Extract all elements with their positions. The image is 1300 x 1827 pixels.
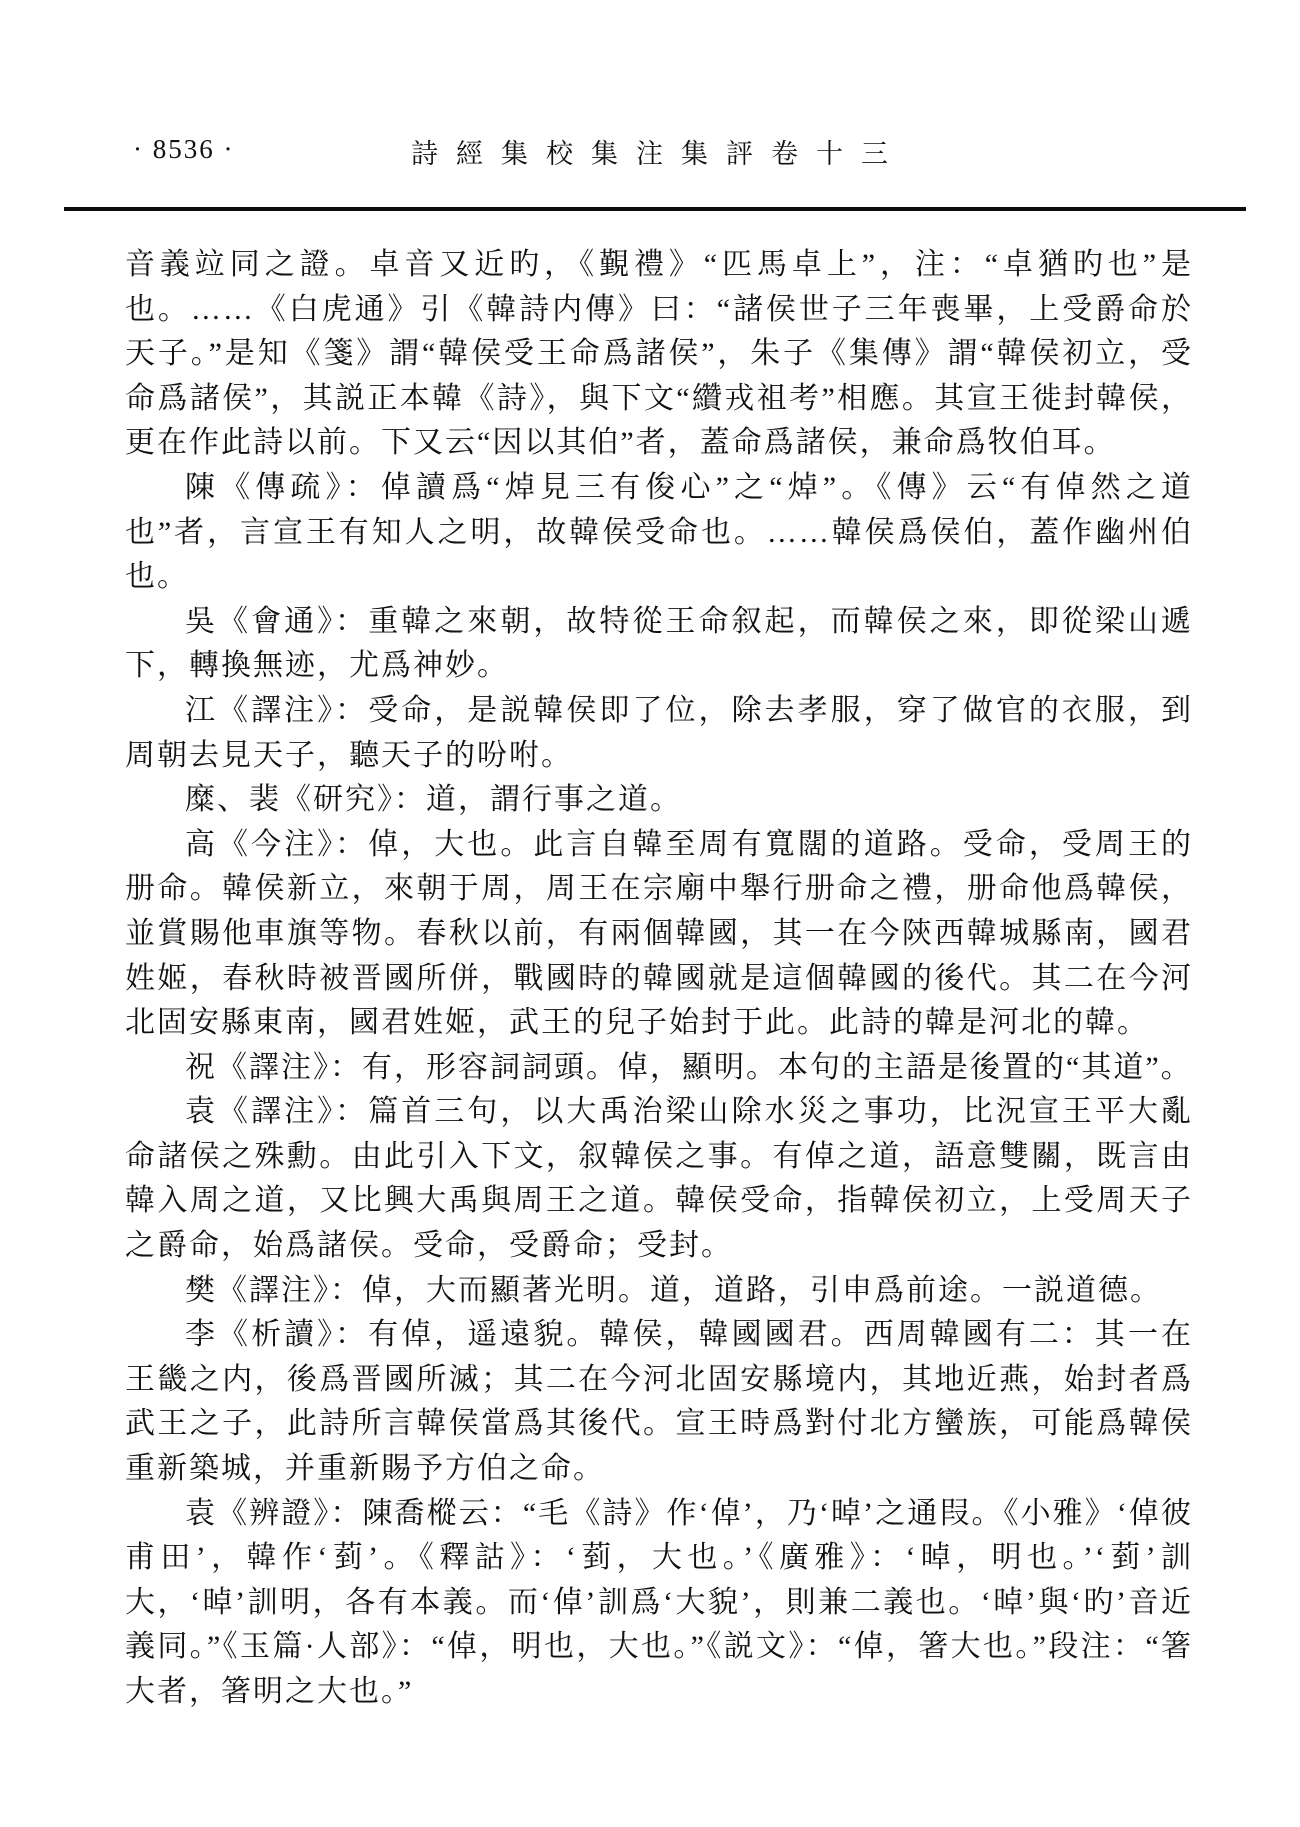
paragraph-li-xidu: 李《析讀》：有倬，遥遠貌。韓侯，韓國國君。西周韓國有二：其一在王畿之内，後爲晋國所滅；其二在今河北固安縣境内，其地近燕，始封者爲武王之子，此詩所言韓侯當爲其後代。宣王時爲對付北方蠻族，可能爲韓侯重新築城，并重新賜予方伯之命。 — [125, 1318, 1193, 1486]
paragraph-jiang-yizhu: 江《譯注》：受命，是説韓侯即了位，除去孝服，穿了做官的衣服，到周朝去見天子，聽天子的吩咐。 — [125, 693, 1193, 772]
paragraph-yuan-yizhu: 袁《譯注》：篇首三句，以大禹治梁山除水災之事功，比況宣王平大亂命諸侯之殊勳。由此引入下文，叙韓侯之事。有倬之道，語意雙關，既言由韓入周之道，又比興大禹與周王之道。韓侯受命，指韓侯初立，上受周天子之爵命，始爲諸侯。受命，受爵命；受封。 — [125, 1095, 1193, 1263]
body-text — [125, 243, 1193, 1715]
paragraph-mi-pei-yanjiu: 糜、裴《研究》：道，謂行事之道。 — [185, 783, 682, 817]
paragraph-gao-jinzhu: 高《今注》：倬，大也。此言自韓至周有寬闊的道路。受命，受周王的册命。韓侯新立，來朝于周，周王在宗廟中舉行册命之禮，册命他爲韓侯，並賞賜他車旗等物。春秋以前，有兩個韓國，其一在今陝西韓城縣南，國君姓姬，春秋時被晋國所併，戰國時的韓國就是這個韓國的後代。其二在今河北固安縣東南，國君姓姬，武王的兒子始封于此。此詩的韓是河北的韓。 — [125, 827, 1193, 1040]
header-divider — [64, 207, 1246, 211]
page-header — [125, 128, 1192, 174]
paragraph-zhu-yizhu: 祝《譯注》：有，形容詞詞頭。倬，顯明。本句的主語是後置的“其道”。 — [185, 1050, 1193, 1084]
paragraph-yuan-bianzheng: 袁《辨證》：陳喬樅云：“毛《詩》作‘倬’，乃‘晫’之通叚。《小雅》‘倬彼甫田’，韓作‘菿’。《釋詁》：‘菿，大也。’《廣雅》：‘晫，明也。’‘菿’訓大，‘晫’訓明，各有本義。而‘倬’訓爲‘大貌’，則兼二義也。‘晫’與‘旳’音近義同。”《玉篇·人部》：“倬，明也，大也。”《説文》：“倬，箸大也。”段注：“箸大者，箸明之大也。” — [125, 1496, 1193, 1708]
page-number: · 8536 · — [133, 134, 235, 164]
paragraph-wu-huitong: 吳《會通》：重韓之來朝，故特從王命叙起，而韓侯之來，即從梁山遞下，轉換無迹，尤爲神妙。 — [125, 604, 1193, 683]
running-title: 詩經集校集注集評卷十三 — [411, 139, 906, 169]
paragraph-fan-yizhu: 樊《譯注》：倬，大而顯著光明。道，道路，引申爲前途。一説道德。 — [185, 1273, 1162, 1307]
paragraph-chen-chuanshu: 陳《傳疏》：倬讀爲“焯見三有俊心”之“焯”。《傳》云“有倬然之道也”者，言宣王有知人之明，故韓侯受命也。……韓侯爲侯伯，蓋作幽州伯也。 — [125, 470, 1193, 594]
paragraph-continuation: 音義竝同之證。卓音又近旳，《覲禮》“匹馬卓上”，注：“卓猶旳也”是也。……《白虎通》引《韓詩内傳》曰：“諸侯世子三年喪畢，上受爵命於天子。”是知《箋》謂“韓侯受王命爲諸侯”，朱子《集傳》謂“韓侯初立，受命爲諸侯”，其説正本韓《詩》，與下文“纘戎祖考”相應。其宣王徙封韓侯，更在作此詩以前。下又云“因以其伯”者，蓋命爲諸侯，兼命爲牧伯耳。 — [125, 248, 1193, 460]
